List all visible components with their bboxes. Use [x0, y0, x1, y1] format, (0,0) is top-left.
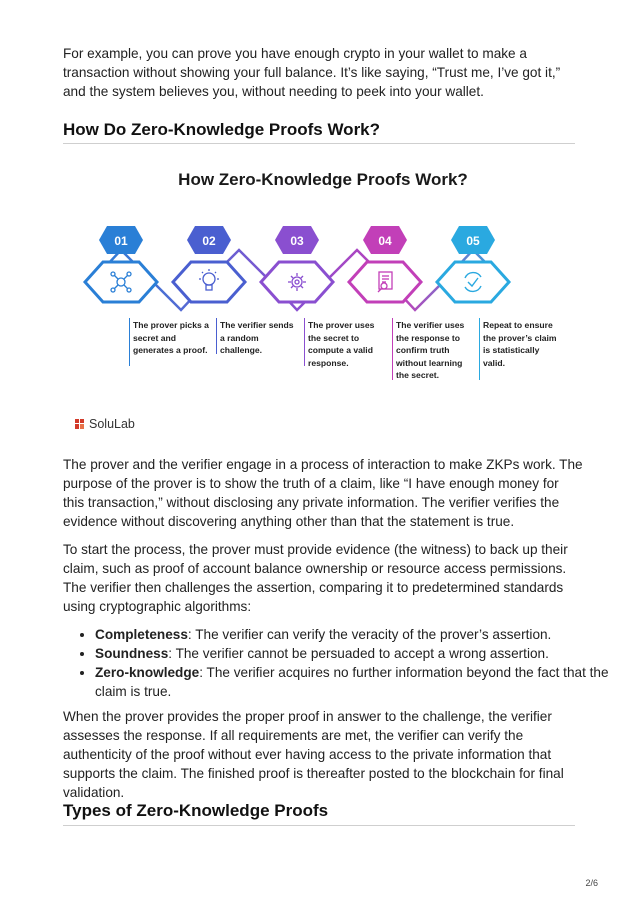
list-item: [95, 663, 615, 701]
list-item: [95, 625, 615, 644]
step-4-bar: [392, 318, 393, 380]
step-4-number: 04: [378, 234, 392, 248]
list-item-text: : The verifier acquires no further information beyond the fact that the claim is true.: [95, 665, 609, 699]
intro-paragraph: For example, you can prove you have enough crypto in your wallet to make a transaction without showing your full balance. It’s like saying, “Trust me, I’ve got it,” and the system believes you, without needing to peek into your wallet.: [63, 46, 561, 99]
heading-rule: [63, 825, 575, 826]
section-heading-how-zkp-work: How Do Zero-Knowledge Proofs Work?: [63, 120, 381, 139]
step-5-hex: [437, 226, 509, 302]
solulab-logo-icon: [75, 419, 85, 430]
step-4-hex: [349, 226, 421, 302]
step-3-number: 03: [290, 234, 304, 248]
solulab-brand-text: SoluLab: [89, 417, 135, 431]
properties-list: [63, 625, 615, 701]
page-number: 2/6: [585, 878, 598, 888]
paragraph-final-validation: When the prover provides the proper proof in answer to the challenge, the verifier assesses the response. If all requirements are met, the verifier can verify the authenticity of the proof without ever having access to the private information that supports the claim. The finished proof is thereafter posted to the blockchain for final validation.: [63, 709, 564, 800]
step-2-number: 02: [202, 234, 216, 248]
step-1-text: The prover picks a secret and generates a proof.: [133, 320, 209, 355]
step-2-text: The verifier sends a random challenge.: [220, 320, 294, 355]
step-3-text: The prover uses the secret to compute a valid response.: [308, 320, 375, 368]
list-item: [95, 644, 615, 663]
step-5-bar: [479, 318, 480, 380]
step-1-number: 01: [114, 234, 128, 248]
step-1-bar: [129, 318, 130, 366]
paragraph-prover-verifier: The prover and the verifier engage in a process of interaction to make ZKPs work. The purpose of the prover is to show the truth of a claim, like “I have enough money for this transaction,” without disclosing any private information. The verifier verifies the evidence without discovering anything other than that the statement is true.: [63, 457, 583, 529]
step-5-number: 05: [466, 234, 480, 248]
list-item-text: : The verifier can verify the veracity of the prover’s assertion.: [187, 627, 552, 642]
step-3-hex: [261, 226, 333, 302]
infographic-title: How Zero-Knowledge Proofs Work?: [178, 170, 468, 189]
step-2-hex: [173, 226, 245, 302]
step-3-bar: [304, 318, 305, 366]
paragraph-start-process: To start the process, the prover must provide evidence (the witness) to back up their claim, such as proof of account balance ownership or resource access permissions. The verifier then challenges the assertion, comparing it to predetermined standards using cryptographic algorithms:: [63, 542, 568, 614]
step-5-text: Repeat to ensure the prover’s claim is statistically valid.: [483, 320, 557, 368]
steps-diagram: [63, 212, 583, 322]
section-heading-types-zkp: Types of Zero-Knowledge Proofs: [63, 801, 329, 820]
solulab-logo: [75, 417, 135, 431]
list-item-text: : The verifier cannot be persuaded to accept a wrong assertion.: [168, 646, 549, 661]
list-item-term: Soundness: [95, 646, 169, 661]
heading-rule: [63, 143, 575, 144]
step-1-hex: [85, 226, 157, 302]
list-item-term: Zero-knowledge: [95, 665, 200, 680]
step-4-text: The verifier uses the response to confirm truth without learning the secret.: [396, 320, 465, 380]
list-item-term: Completeness: [95, 627, 188, 642]
step-2-bar: [216, 318, 217, 354]
zkp-infographic: [63, 160, 575, 390]
